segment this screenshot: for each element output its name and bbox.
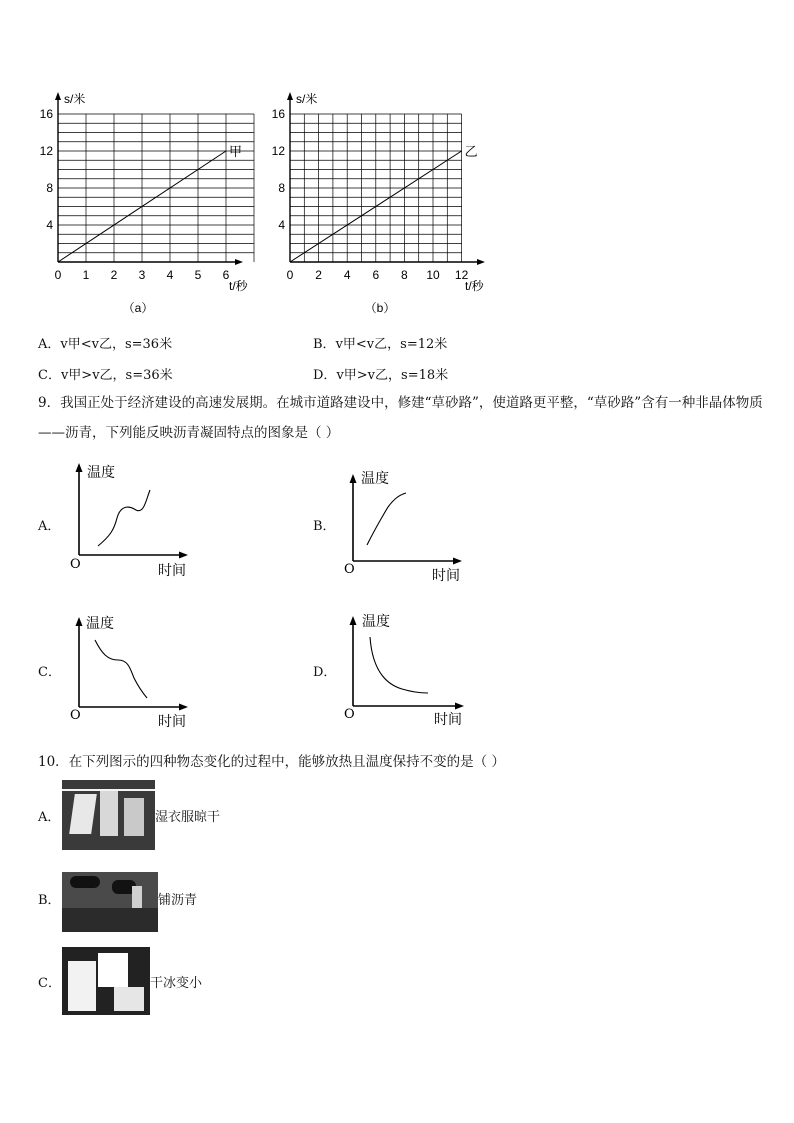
y-arrow — [350, 616, 357, 625]
y-tick-label: 4 — [46, 218, 53, 232]
graph-ylabel: 温度 — [362, 614, 390, 630]
graph-a-grid — [58, 114, 254, 262]
option-letter: B． — [313, 337, 336, 352]
q9-option-d-graph[interactable] — [336, 607, 471, 732]
y-tick-label: 12 — [39, 144, 53, 158]
option-text: v甲<v乙，s=12米 — [335, 337, 448, 352]
y-tick-label: 16 — [39, 107, 53, 121]
q9-option-c-graph[interactable] — [62, 610, 197, 735]
graph-xlabel: 时间 — [432, 568, 460, 584]
y-tick-label: 8 — [278, 181, 285, 195]
x-tick-label: 3 — [138, 268, 146, 282]
graph-origin: O — [70, 557, 81, 572]
graph-b-caption: （b） — [364, 301, 396, 315]
x-tick-label: 12 — [454, 268, 469, 282]
y-arrow — [350, 474, 357, 483]
graph-a-ylabel: s/米 — [64, 92, 86, 106]
clothes-icon — [69, 794, 97, 834]
graph-b-grid — [290, 114, 462, 262]
x-tick-label: 5 — [194, 268, 202, 282]
x-arrow — [179, 552, 188, 559]
y-arrow — [76, 463, 83, 472]
option-letter: D． — [313, 368, 337, 383]
q10-option-b-label: 铺沥青 — [158, 893, 198, 908]
q8-option-d[interactable] — [313, 364, 448, 383]
clothes-icon — [124, 798, 144, 836]
option-text: v甲<v乙，s=36米 — [60, 337, 173, 352]
dry-ice-icon — [114, 987, 144, 1011]
y-tick-label: 8 — [46, 181, 53, 195]
x-tick-label: 4 — [166, 268, 174, 282]
q9-option-a-letter[interactable]: A． — [38, 519, 61, 534]
q9-option-b-letter[interactable]: B． — [313, 519, 336, 534]
cooling-curve — [95, 640, 147, 698]
x-tick-label: 8 — [401, 268, 408, 282]
y-arrow — [76, 617, 83, 626]
graph-b-x-arrow — [477, 259, 485, 265]
cooling-curve — [367, 493, 406, 545]
x-tick-label: 2 — [110, 268, 118, 282]
graph-a-caption: （a） — [122, 301, 154, 315]
x-tick-label: 0 — [286, 268, 294, 282]
graph-a-x-arrow — [235, 259, 243, 265]
graph-b-line-label: 乙 — [464, 144, 478, 159]
graph-ylabel: 温度 — [87, 465, 115, 481]
option-text: v甲>v乙，s=18米 — [336, 368, 449, 383]
graph-a-line-label: 甲 — [229, 144, 243, 159]
x-tick-label: 2 — [315, 268, 322, 282]
option-letter: C． — [38, 368, 61, 383]
dry-ice-icon — [68, 961, 96, 1011]
graph-origin: O — [344, 707, 355, 722]
q10-option-c-photo[interactable] — [62, 947, 150, 1015]
graph-ylabel: 温度 — [361, 471, 389, 487]
clothes-icon — [100, 790, 118, 836]
graph-b-xlabel: t/秒 — [465, 279, 484, 293]
y-tick-label: 4 — [278, 218, 285, 232]
graph-origin: O — [70, 708, 81, 723]
q10-option-a-letter[interactable]: A． — [38, 810, 61, 825]
graph-a — [28, 85, 258, 320]
q8-option-c[interactable] — [38, 364, 173, 383]
q10-option-b-photo[interactable] — [62, 872, 158, 932]
x-arrow — [179, 704, 188, 711]
x-tick-label: 1 — [82, 268, 90, 282]
asphalt-ground-icon — [62, 908, 158, 932]
q10-option-a-label: 湿衣服晾干 — [155, 810, 221, 825]
graph-xlabel: 时间 — [158, 714, 186, 730]
x-arrow — [455, 703, 464, 710]
clothesline-icon — [62, 789, 155, 791]
graph-ylabel: 温度 — [86, 616, 114, 632]
q9-option-a-graph[interactable] — [62, 460, 197, 585]
option-text: v甲>v乙，s=36米 — [60, 368, 173, 383]
graph-origin: O — [344, 562, 355, 577]
graph-b-y-arrow — [287, 92, 293, 100]
graph-b — [262, 85, 492, 320]
q9-question-text: 9．我国正处于经济建设的高速发展期。在城市道路建设中，修建“草砂路”，使道路更平整，“草砂路”含有一种非晶体物质——沥青，下列能反映沥青凝固特点的图象是（ ） — [38, 395, 763, 441]
cooling-curve — [370, 637, 428, 693]
q10-option-b-letter[interactable]: B． — [38, 893, 61, 908]
graph-xlabel: 时间 — [434, 712, 462, 728]
q10-question-text: 10．在下列图示的四种物态变化的过程中，能够放热且温度保持不变的是（ ） — [38, 754, 505, 770]
graph-a-xlabel: t/秒 — [229, 279, 248, 293]
x-tick-label: 10 — [426, 268, 440, 282]
q10-option-c-letter[interactable]: C． — [38, 976, 61, 991]
graph-a-y-arrow — [55, 92, 61, 100]
worker-icon — [70, 876, 100, 888]
q8-option-a[interactable] — [38, 333, 172, 352]
q9-option-b-graph[interactable] — [336, 463, 471, 588]
x-tick-label: 4 — [343, 268, 351, 282]
graph-xlabel: 时间 — [158, 563, 186, 579]
q10-option-a-photo[interactable] — [62, 780, 155, 850]
graph-b-ylabel: s/米 — [296, 92, 318, 106]
q9-option-c-letter[interactable]: C． — [38, 665, 61, 680]
x-tick-label: 6 — [222, 268, 230, 282]
x-arrow — [453, 558, 462, 565]
x-tick-label: 6 — [372, 268, 380, 282]
x-tick-label: 0 — [54, 268, 62, 282]
q9-option-d-letter[interactable]: D． — [313, 665, 337, 680]
y-tick-label: 12 — [271, 144, 285, 158]
q8-option-b[interactable] — [313, 333, 447, 352]
dry-ice-icon — [98, 953, 128, 987]
q10-option-c-label: 干冰变小 — [150, 976, 203, 991]
option-letter: A． — [38, 337, 61, 352]
cooling-curve — [98, 490, 150, 546]
y-tick-label: 16 — [271, 107, 285, 121]
